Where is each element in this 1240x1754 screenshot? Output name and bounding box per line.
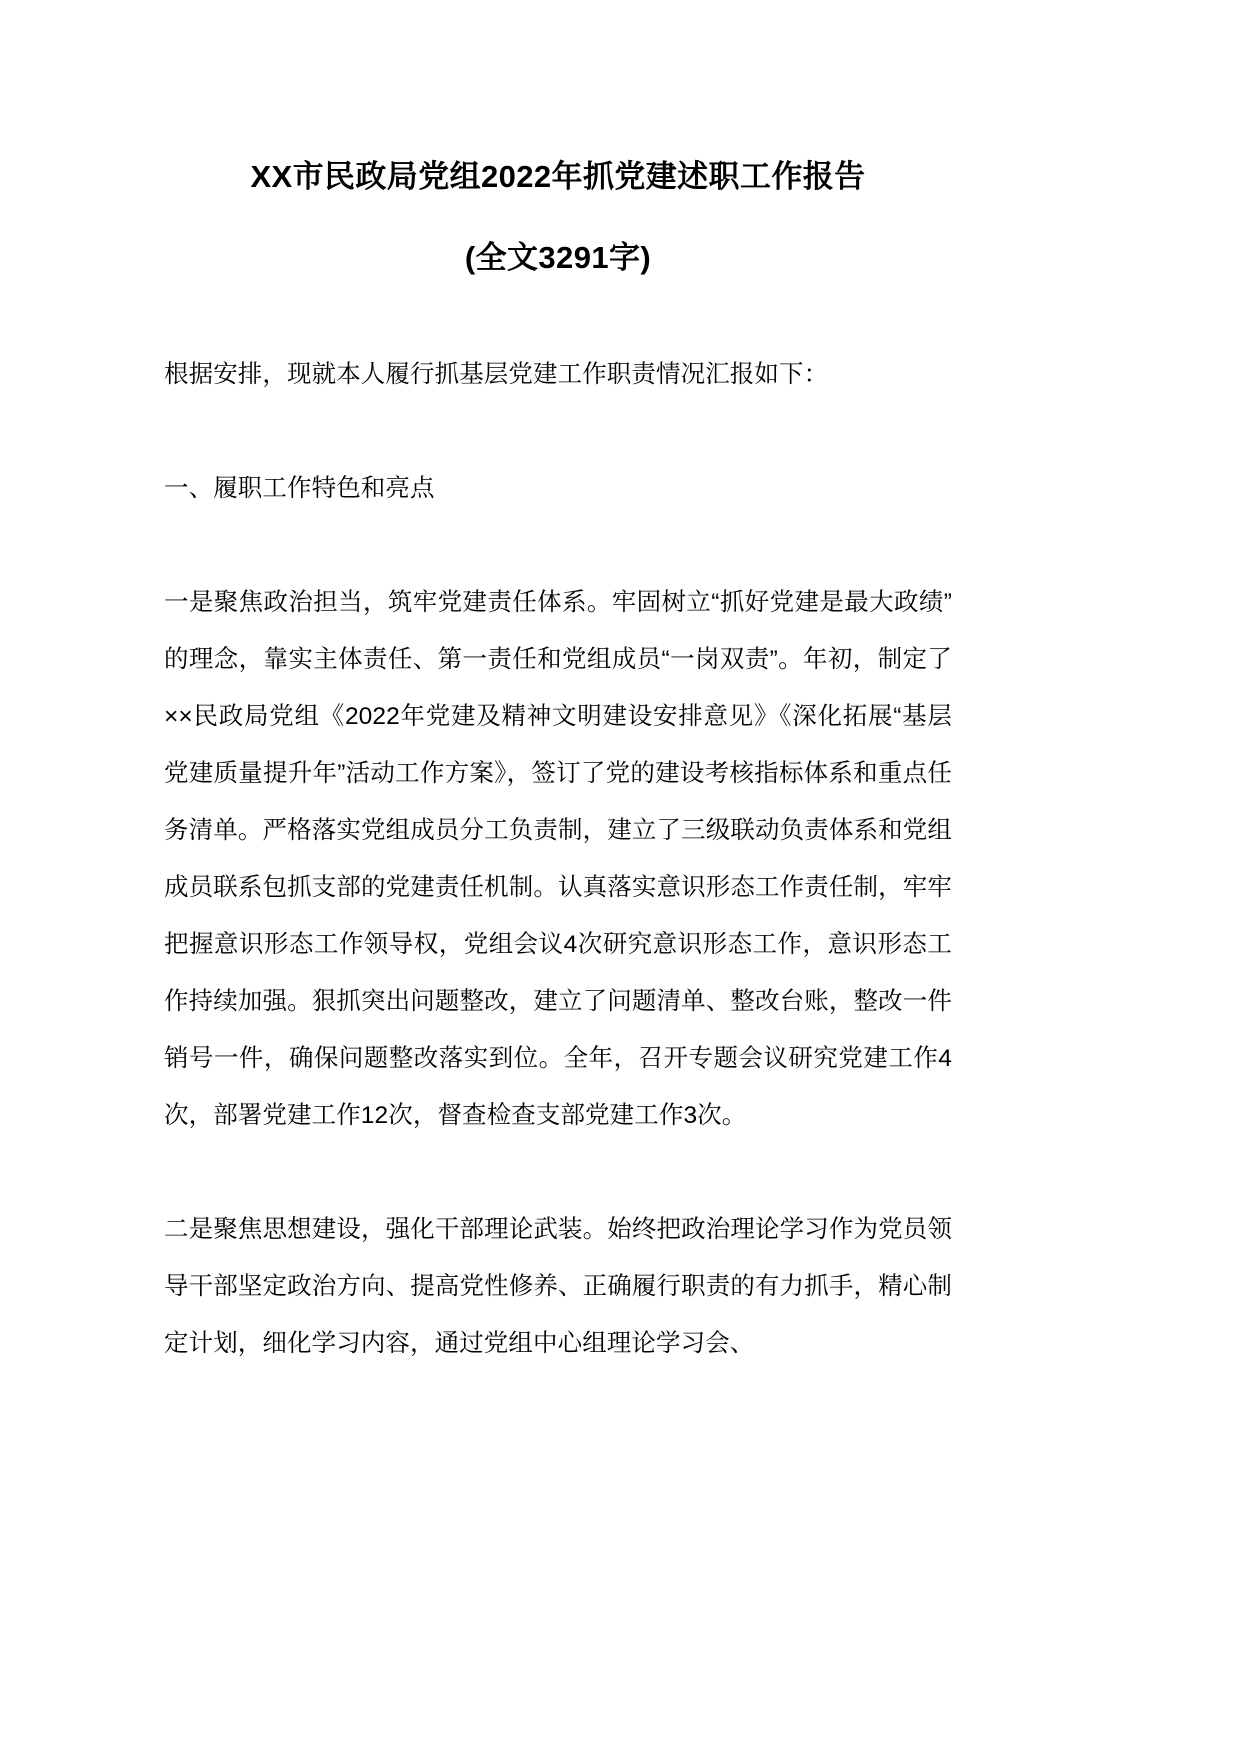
document-title-line-2: (全文3291字) bbox=[464, 240, 652, 275]
title-block bbox=[164, 0, 952, 286]
document-title-line-1: XX市民政局党组2022年抓党建述职工作报告 bbox=[250, 159, 866, 194]
body-paragraph-point-two: 二是聚焦思想建设，强化干部理论武装。始终把政治理论学习作为党员领导干部坚定政治方向、提高党性修养、正确履行职责的有力抓手，精心制定计划，细化学习内容，通过党组中心组理论学习会、 bbox=[164, 1216, 952, 1357]
body-paragraph-point-one: 一是聚焦政治担当，筑牢党建责任体系。牢固树立“抓好党建是最大政绩”的理念，靠实主体责任、第一责任和党组成员“一岗双责”。年初，制定了××民政局党组《2022年党建及精神文明建设安排意见》《深化拓展“基层党建质量提升年”活动工作方案》，签订了党的建设考核指标体系和重点任务清单。严格落实党组成员分工负责制，建立了三级联动负责体系和党组成员联系包抓支部的党建责任机制。认真落实意识形态工作责任制，牢牢把握意识形态工作领导权，党组会议4次研究意识形态工作，意识形态工作持续加强。狠抓突出问题整改，建立了问题清单、整改台账，整改一件销号一件，确保问题整改落实到位。全年，召开专题会议研究党建工作4次，部署党建工作12次，督查检查支部党建工作3次。 bbox=[164, 589, 952, 1129]
title-spacer bbox=[164, 286, 952, 346]
document-body bbox=[164, 0, 952, 1372]
section-heading-1: 一、履职工作特色和亮点 bbox=[164, 475, 435, 502]
intro-paragraph: 根据安排，现就本人履行抓基层党建工作职责情况汇报如下： bbox=[164, 361, 829, 388]
